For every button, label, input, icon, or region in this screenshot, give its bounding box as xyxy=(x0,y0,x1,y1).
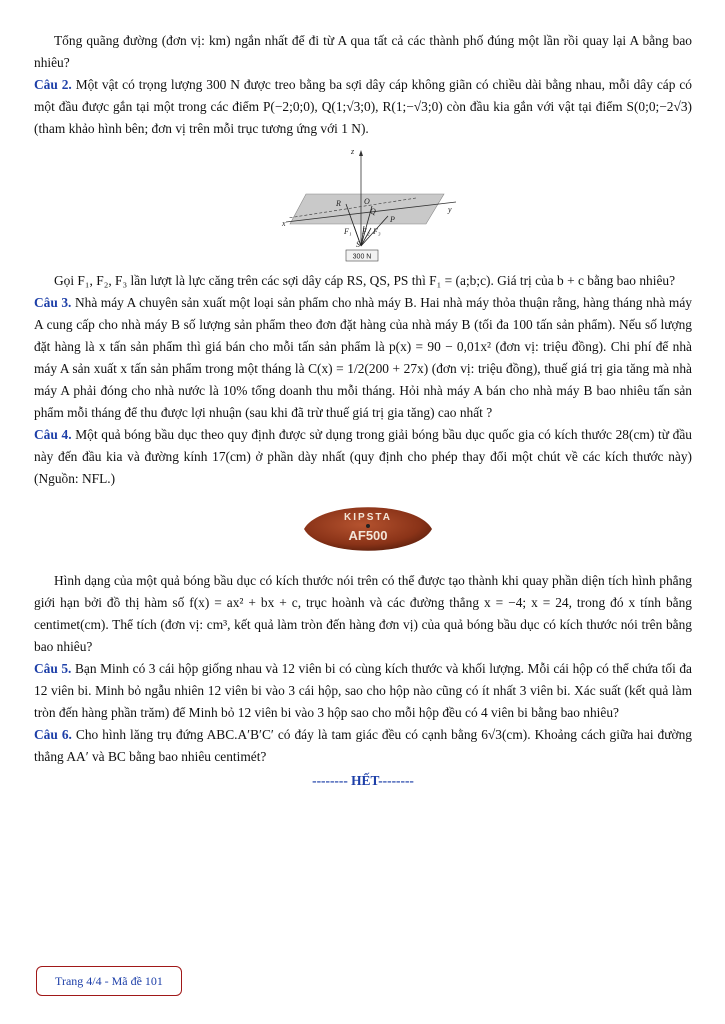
question-2-continuation: Gọi F₁, F₂, F₃ lần lượt là lực căng trên các sợi dây cáp RS, QS, PS thì F₁ = (a;b;c). Giá trị của b + c bằng bao nhiêu? xyxy=(54,273,676,288)
question-label: Câu 5. xyxy=(34,661,72,676)
question-text: Bạn Minh có 3 cái hộp giống nhau và 12 viên bi có cùng kích thước và khối lượng. Mỗi cái hộp có thể chứa tối đa 12 viên bi. Minh bỏ ngẫu nhiên 12 viên bi vào 3 cái hộp, sao cho hộp nào cũng có ít nhất 3 viên bi. Xác suất (kết quả làm tròn đến hàng phần trăm) để Minh bỏ 12 viên bi vào 3 hộp sao cho mỗi hộp đều có 4 viên bi bằng bao nhiêu? xyxy=(34,661,692,720)
question-text: Một vật có trọng lượng 300 N được treo bằng ba sợi dây cáp không giãn có chiều dài bằng nhau, mỗi dây cáp có một đầu được gắn tại một trong các điểm P(−2;0;0), Q(1;√3;0), R(1;−√3;0) còn đầu kia gắn với vật tại điểm S(0;0;−2√3) (tham khảo hình bên; đơn vị trên mỗi trục tương ứng với 1 N). xyxy=(34,77,692,136)
question-2 xyxy=(34,74,692,140)
question-text: Cho hình lăng trụ đứng ABC.A′B′C′ có đáy là tam giác đều có cạnh bằng 6√3(cm). Khoảng cách giữa hai đường thẳng AA′ và BC bằng bao nhiêu centimét? xyxy=(34,727,692,764)
r-label: R xyxy=(336,199,341,208)
question-text: Nhà máy A chuyên sản xuất một loại sản phẩm cho nhà máy B. Hai nhà máy thỏa thuận rằng, hàng tháng nhà máy A cung cấp cho nhà máy B số lượng sản phẩm theo đơn đặt hàng của nhà máy B (tối đa 100 tấn sản phẩm). Nếu số lượng đặt hàng là x tấn sản phẩm thì giá bán cho mỗi tấn sản phẩm là p(x) = 90 − 0,01x² (đơn vị: triệu đồng). Chi phí để nhà máy A sản xuất x tấn sản phẩm trong một tháng là C(x) = 1/2(200 + 27x) (đơn vị: triệu đồng), thuế giá trị gia tăng mà nhà máy A phải đóng cho nhà nước là 10% tổng doanh thu mỗi tháng. Hỏi nhà máy A bán cho nhà máy B bao nhiêu tấn sản phẩm mỗi tháng để thu được lợi nhuận (sau khi đã trừ thuế giá trị gia tăng) cao nhất ? xyxy=(34,295,692,420)
football-image xyxy=(298,496,438,562)
z-axis-arrow xyxy=(359,150,363,156)
question-label: Câu 3. xyxy=(34,295,72,310)
question-4-continuation: Hình dạng của một quả bóng bầu dục có kích thước nói trên có thể được tạo thành khi quay phần diện tích hình phẳng giới hạn bởi đồ thị hàm số f(x) = ax² + bx + c, trục hoành và các đường thẳng x = −4; x = 24, trong đó x tính bằng centimet(cm). Thể tích (đơn vị: cm³, kết quả làm tròn đến hàng đơn vị) của quả bóng bầu dục có kích thước nói trên bằng bao nhiêu? xyxy=(34,573,692,654)
s-label: S xyxy=(356,240,360,249)
page-footer: Trang 4/4 - Mã đề 101 xyxy=(36,966,182,996)
f2-label: F₂ xyxy=(362,227,370,236)
f3-label: F₃ xyxy=(373,227,381,236)
y-label: y xyxy=(448,205,452,214)
origin-label: O xyxy=(364,197,370,206)
end-marker: -------- HẾT-------- xyxy=(312,773,414,788)
exam-page xyxy=(34,30,692,792)
f1-label: F₁ xyxy=(344,227,352,236)
question-5 xyxy=(34,658,692,724)
question-label: Câu 2. xyxy=(34,77,72,92)
weight-label: 300 N xyxy=(352,253,372,261)
question-4 xyxy=(34,424,692,490)
question-3 xyxy=(34,292,692,424)
ball-model-text: AF500 xyxy=(348,528,388,543)
question-6 xyxy=(34,724,692,768)
ball-brand-text: KIPSTA xyxy=(344,512,392,523)
x-label: x xyxy=(282,219,286,228)
z-label: z xyxy=(351,147,355,156)
question-text: Một quả bóng bầu dục theo quy định được sử dụng trong giải bóng bầu dục quốc gia có kích thước 28(cm) từ đầu này đến đầu kia và đường kính 17(cm) ở phần dày nhất (quy định cho phép thay đổi một chút về các kích thước này) (Nguồn: NFL.) xyxy=(34,427,692,486)
intro-paragraph: Tổng quãng đường (đơn vị: km) ngắn nhất để đi từ A qua tất cả các thành phố đúng một lần rồi quay lại A bằng bao nhiêu? xyxy=(34,33,692,70)
force-diagram-figure xyxy=(276,146,462,266)
q-label: Q xyxy=(370,207,376,216)
question-label: Câu 6. xyxy=(34,727,72,742)
question-label: Câu 4. xyxy=(34,427,72,442)
p-label: P xyxy=(390,215,395,224)
